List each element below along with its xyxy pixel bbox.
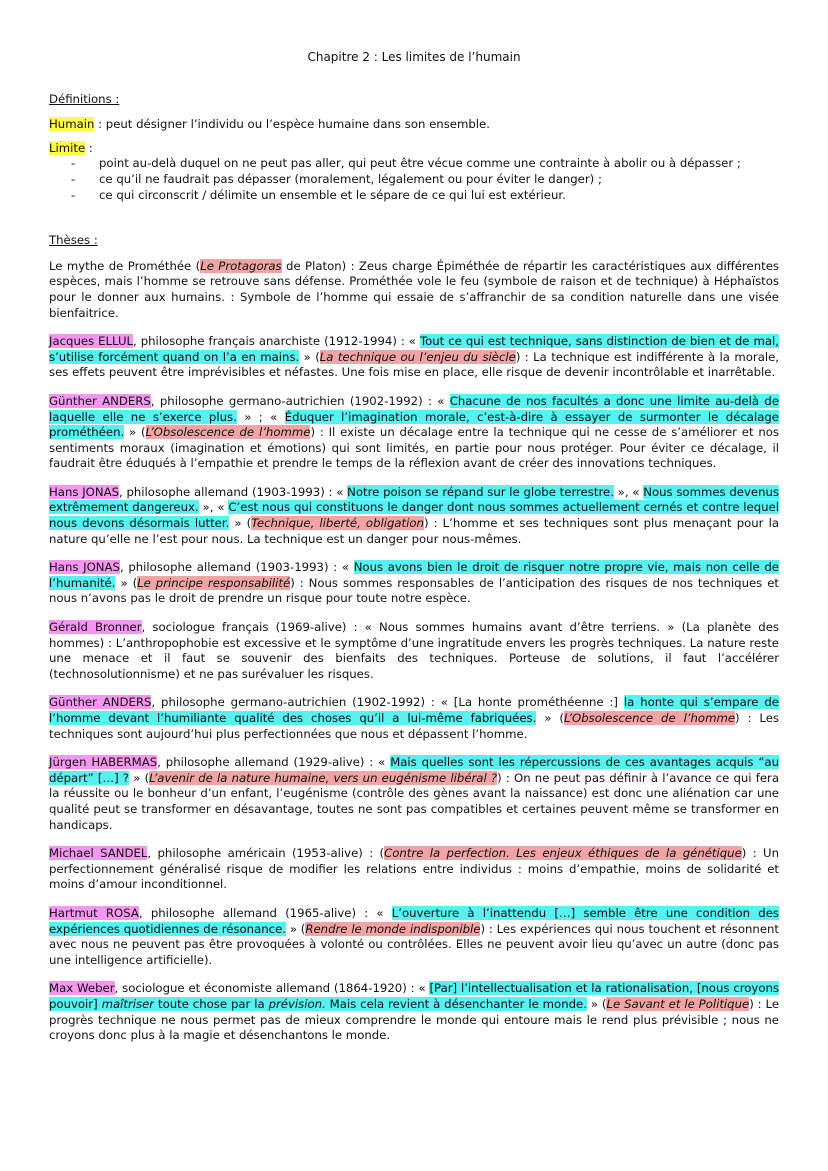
thesis-paragraph bbox=[49, 695, 779, 742]
thesis-text: Le mythe de Prométhée ( bbox=[49, 258, 201, 273]
thesis-paragraph bbox=[49, 906, 779, 968]
work-title: Le Savant et le Politique bbox=[606, 996, 750, 1011]
thesis-text: ) : Les expériences qui nous touchent et résonnent avec nous ne peuvent pas être provoquées à volonté ou contrôlées. Elles ne peuvent avoir lieu qu’avec un autre (donc pas une intelligence artificielle). bbox=[49, 921, 780, 967]
term-humain: Humain bbox=[49, 117, 95, 132]
thesis-text: » ( bbox=[229, 516, 252, 531]
limite-list bbox=[49, 156, 779, 203]
definition-limite bbox=[49, 141, 779, 157]
thesis-text: » ( bbox=[124, 425, 146, 440]
thesis-text: de Platon) : Zeus charge Épiméthée de répartir les caractéristiques aux différentes espèces, mais l’homme se retrouve sans défense. Prométhée vole le feu (symbole de raison et de technique) à Héphaïstos pour le donner aux humains. : Symbole de l’homme qui essaie de s’affranchir de sa condition naturelle dans une visée bienfaitrice. bbox=[49, 258, 780, 320]
thesis-text: , philosophe allemand (1929-alive) : « bbox=[157, 755, 391, 770]
thesis-paragraph bbox=[49, 981, 779, 1043]
thesis-text: » ( bbox=[299, 349, 320, 364]
theses-list bbox=[49, 259, 779, 1044]
term-limite: Limite bbox=[49, 140, 86, 155]
thesis-text: , philosophe germano-autrichien (1902-1992) : « bbox=[150, 393, 450, 408]
quotation: prévision. bbox=[268, 996, 326, 1011]
thesis-paragraph bbox=[49, 755, 779, 833]
work-title: Rendre le monde indisponible bbox=[305, 921, 481, 936]
author-name: Michael SANDEL bbox=[49, 846, 148, 861]
work-title: La technique ou l’enjeu du siècle bbox=[319, 349, 516, 364]
author-name: Günther ANDERS bbox=[49, 695, 152, 710]
thesis-text: » ( bbox=[286, 921, 306, 936]
quotation: maîtriser bbox=[101, 996, 155, 1011]
thesis-text: , sociologue et économiste allemand (1864-1920) : « bbox=[114, 981, 430, 996]
list-item: - ce qu’il ne faudrait pas dépasser (moralement, légalement ou pour éviter le danger) ; bbox=[71, 172, 779, 188]
work-title: L’avenir de la nature humaine, vers un eugénisme libéral ? bbox=[149, 770, 498, 785]
thesis-text: » ( bbox=[115, 575, 138, 590]
work-title: L’Obsolescence de l’homme bbox=[145, 425, 311, 440]
quotation: toute chose par la bbox=[154, 996, 269, 1011]
list-item: - ce qui circonscrit / délimite un ensemble et le sépare de ce qui lui est extérieur. bbox=[71, 188, 779, 204]
thesis-text: ) : Les techniques sont aujourd’hui plus perfectionnées que nous et dépassent l’homme. bbox=[49, 711, 779, 741]
thesis-paragraph bbox=[49, 846, 779, 893]
theses-heading: Thèses : bbox=[49, 233, 98, 248]
thesis-text: ) : Un perfectionnement généralisé risque de modifier les relations entre individus : moins d’empathie, moins de solidarité et moins d’amour inconditionnel. bbox=[49, 846, 780, 892]
quotation: L’ouverture à l’inattendu […] semble être une condition des expériences quotidiennes de résonance. bbox=[49, 905, 779, 936]
thesis-paragraph bbox=[49, 620, 779, 682]
thesis-text: » ( bbox=[586, 996, 607, 1011]
work-title: Contre la perfection. Les enjeux éthiques de la génétique bbox=[384, 846, 742, 861]
thesis-text: » ( bbox=[536, 711, 564, 725]
thesis-paragraph bbox=[49, 394, 779, 472]
thesis-text: ) : On ne peut pas définir à l’avance ce qui fera la réussite ou le bonheur d’un enfant, l’eugénisme (contrôle des gènes avant la naissance) est donc une aliénation car une qualité peut se transformer en désavantage, toutes ne sont pas compatibles et certaines peuvent même se transformer en handicaps. bbox=[49, 770, 780, 832]
author-name: Max Weber bbox=[49, 981, 115, 996]
page-title: Chapitre 2 : Les limites de l’humain bbox=[307, 50, 521, 64]
thesis-text: ) : Nous sommes responsables de l’anticipation des risques de nos techniques et nous n’avons pas le droit de prendre un risque pour toute notre espèce. bbox=[49, 575, 779, 606]
thesis-text: ) : La technique est indifférente à la morale, ses effets peuvent être imprévisibles et néfastes. Une fois mise en place, elle risque de devenir incontrôlable et inarrêtable. bbox=[49, 349, 780, 380]
definition-humain bbox=[49, 117, 779, 133]
list-item: - point au-delà duquel on ne peut pas aller, qui peut être vécue comme une contrainte à abolir ou à dépasser ; bbox=[71, 156, 779, 172]
thesis-text: , philosophe germano-autrichien (1902-1992) : « [La honte prométhéenne :] bbox=[151, 695, 624, 710]
thesis-paragraph bbox=[49, 485, 779, 547]
author-name: Hartmut ROSA bbox=[49, 905, 139, 920]
author-name: Günther ANDERS bbox=[49, 393, 151, 408]
thesis-paragraph bbox=[49, 334, 779, 381]
quotation: Nous sommes devenus extrêmement dangereux. bbox=[49, 484, 780, 515]
definition-limite-colon: : bbox=[85, 140, 93, 155]
thesis-text: , philosophe allemand (1965-alive) : « bbox=[138, 905, 392, 920]
work-title: Technique, liberté, obligation bbox=[251, 516, 424, 531]
thesis-text: ) : Le progrès technique ne nous permet pas de mieux comprendre le monde qui entoure mais le rend plus prévisible ; nous ne croyons donc plus à la magie et désenchantons le monde. bbox=[49, 996, 780, 1043]
quotation: Nous avons bien le droit de risquer notre propre vie, mais non celle de l’humanité. bbox=[49, 560, 779, 590]
work-title: Le principe responsabilité bbox=[137, 575, 291, 590]
thesis-text: , philosophe français anarchiste (1912-1994) : « bbox=[133, 334, 420, 349]
thesis-text: » ; « bbox=[236, 409, 285, 424]
author-name: Jacques ELLUL bbox=[49, 334, 134, 349]
thesis-text: , philosophe américain (1953-alive) : ( bbox=[147, 846, 385, 861]
thesis-text: ) : L’homme et ses techniques sont plus menaçant pour la nature qu’elle ne l’est pour nous. La technique est un danger pour nous-mêmes. bbox=[49, 516, 779, 546]
quotation: Mais cela revient à désenchanter le monde. bbox=[325, 996, 587, 1011]
work-title: Le Protagoras bbox=[200, 258, 282, 273]
quotation: Notre poison se répand sur le globe terrestre. bbox=[347, 484, 614, 499]
thesis-text: , philosophe allemand (1903-1993) : « bbox=[119, 484, 348, 499]
quotation: Éduquer l’imagination morale, c’est-à-dire à essayer de surmonter le décalage prométhéen. bbox=[49, 409, 779, 440]
author-name: Gérald Bronner bbox=[49, 620, 142, 635]
thesis-text: , sociologue français (1969-alive) : « Nous sommes humains avant d’être terriens. » (La planète des hommes) : L’anthropophobie est excessive et le symptôme d’une ingratitude envers les progrès techniques. La nature reste une menace et il faut se souvenir des bienfaits des techniques. Porteuse de solutions, il faut l’accélérer (technosolutionnisme) et ne pas surévaluer les risques. bbox=[49, 620, 779, 681]
quotation: Tout ce qui est technique, sans distinction de bien et de mal, s’utilise forcément quand on l’a en mains. bbox=[49, 334, 779, 364]
thesis-paragraph bbox=[49, 560, 779, 607]
thesis-text: ) : Il existe un décalage entre la technique qui ne cesse de s’améliorer et nos sentiments moraux (imagination et émotions) qui sont limités, en partie pour nous protéger. Pour éviter ce décalage, il faudrait être éduqués à l’empathie et prendre le temps de la réflexion avant de créer des innovations techniques. bbox=[49, 425, 780, 471]
author-name: Hans JONAS bbox=[49, 560, 120, 575]
author-name: Jürgen HABERMAS bbox=[49, 755, 158, 770]
thesis-text: », « bbox=[198, 500, 229, 515]
quotation: C’est nous qui constituons le danger dont nous sommes actuellement cernés et contre lequel nous devons désormais lutter. bbox=[49, 500, 779, 531]
work-title: L’Obsolescence de l’homme bbox=[563, 711, 736, 725]
definition-humain-text: : peut désigner l’individu ou l’espèce humaine dans son ensemble. bbox=[94, 117, 490, 132]
quotation: la honte qui s’empare de l’homme devant l’humiliante qualité des choses qu’il a lui-même fabriquées. bbox=[49, 695, 779, 725]
document-page bbox=[49, 44, 779, 1057]
quotation: [Par] l’intellectualisation et la rationalisation, [nous croyons pouvoir] bbox=[49, 981, 780, 1011]
thesis-text: » ( bbox=[129, 770, 150, 785]
thesis-paragraph bbox=[49, 259, 779, 321]
definitions-heading: Définitions : bbox=[49, 91, 120, 106]
thesis-text: , philosophe allemand (1903-1993) : « bbox=[119, 560, 354, 575]
author-name: Hans JONAS bbox=[49, 484, 120, 499]
quotation: Mais quelles sont les répercussions de ces avantages acquis “au départ” […] ? bbox=[49, 755, 779, 785]
quotation: Chacune de nos facultés a donc une limite au-delà de laquelle elle ne s’exerce plus. bbox=[49, 393, 780, 424]
thesis-text: », « bbox=[613, 484, 644, 499]
